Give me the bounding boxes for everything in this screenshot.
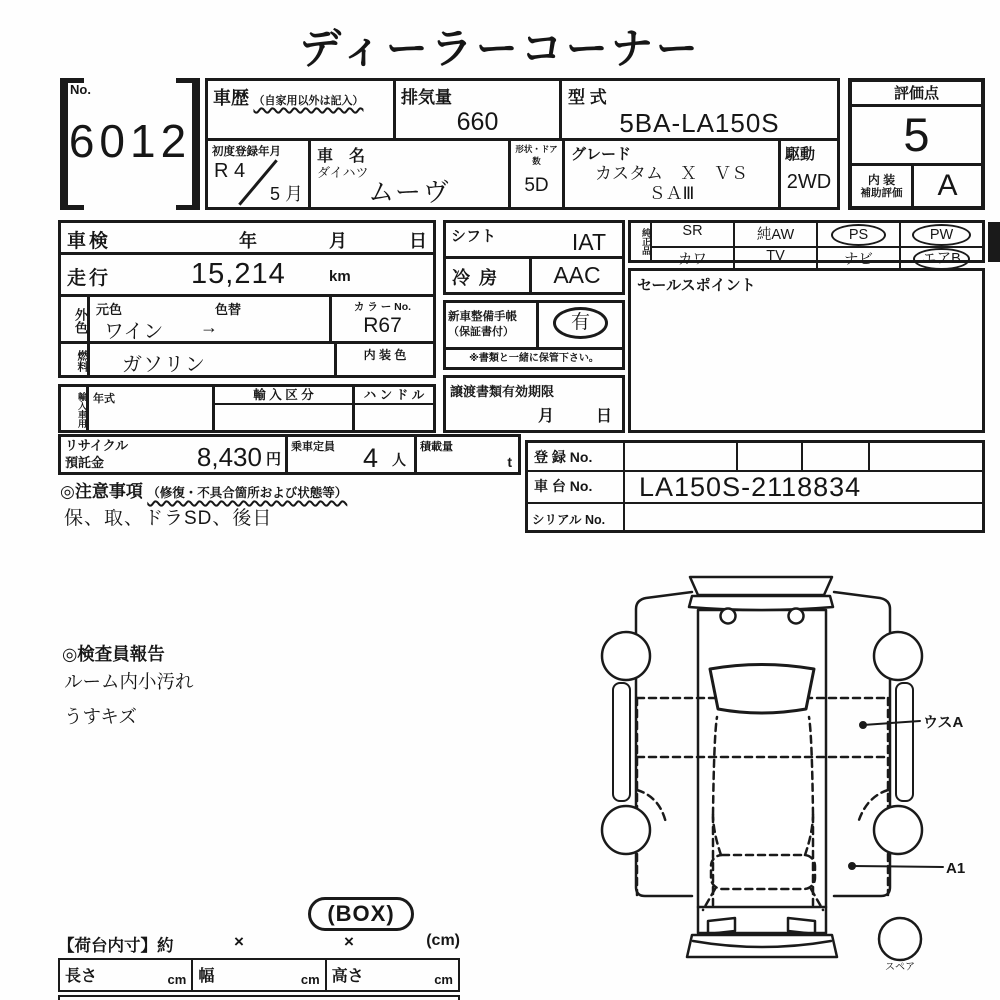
- drive-cell: [781, 141, 837, 208]
- inspector-report-label: ◎検査員報告: [62, 644, 165, 664]
- shaken-month: 月: [329, 231, 347, 251]
- shaken-day: 日: [409, 231, 427, 251]
- registration-row: [528, 443, 982, 472]
- spare-tire: [879, 918, 921, 960]
- first-registration-label: 初度登録年月: [212, 146, 281, 158]
- registration-value-cells: [625, 443, 982, 470]
- grade-cell: [565, 141, 781, 208]
- fuel-side-label: 燃料: [61, 344, 90, 375]
- bed-width-label: 幅: [198, 968, 215, 985]
- sales-point-label: セールスポイント: [637, 277, 756, 294]
- bed-height-label: 高さ: [331, 968, 364, 985]
- genuine-parts-table: [628, 220, 985, 269]
- transfer-day: 日: [595, 408, 612, 425]
- registration-cell-1: [625, 443, 738, 470]
- genuine-item-navi: [818, 248, 901, 270]
- recycle-unit: 円: [265, 451, 281, 468]
- grade-line2: ＳＡⅢ: [648, 183, 695, 203]
- import-class-cell: [215, 387, 355, 430]
- scan-edge-mark: [988, 222, 1000, 262]
- recycle-label2: 預託金: [65, 454, 105, 470]
- page-title: ディーラーコーナー: [299, 25, 701, 72]
- genuine-item-kawa-label: カワ: [678, 252, 707, 269]
- service-book-label2: （保証書付）: [448, 326, 514, 339]
- bed-length-cell: [60, 960, 193, 990]
- service-book-main: [446, 303, 622, 347]
- model-code-label: 型 式: [568, 88, 607, 107]
- history-label: 車歴: [213, 88, 249, 108]
- recycle-label1: リサイクル: [65, 438, 129, 453]
- genuine-item-airbag-label: エアB: [913, 248, 970, 270]
- color-change-arrow: →: [200, 317, 218, 337]
- import-year-label: 年式: [93, 393, 115, 405]
- recycle-row: [58, 434, 521, 475]
- bed-unit: (cm): [426, 932, 460, 949]
- exterior-color-value: ワイン: [104, 321, 164, 343]
- mileage-value: 15,214: [191, 258, 286, 290]
- interior-evaluation-row: [852, 163, 981, 206]
- capacity-cell: [288, 437, 417, 472]
- bed-length-label: 長さ: [65, 968, 98, 985]
- bed-notes-box-partial: [58, 995, 460, 1000]
- interior-evaluation-value: A: [937, 169, 958, 202]
- bed-height-unit: cm: [434, 972, 453, 987]
- genuine-item-pw: [901, 223, 982, 246]
- bed-x2: ×: [344, 932, 354, 951]
- rear-spoiler: [690, 577, 832, 595]
- service-book-box: [443, 300, 625, 370]
- evaluation-score: 5: [903, 108, 930, 161]
- lot-number-box: [60, 78, 200, 210]
- original-color-label: 元色: [96, 302, 123, 317]
- lot-number-label: No.: [70, 82, 91, 97]
- evaluation-label: 評価点: [852, 82, 981, 107]
- bed-dimensions-label: 【荷台内寸】約: [58, 937, 174, 955]
- genuine-parts-row2: [652, 248, 982, 270]
- service-book-label1: 新車整備手帳: [448, 311, 517, 324]
- gate-hinge-right: [789, 609, 804, 624]
- vehicle-header-row2: [208, 138, 837, 208]
- inspector-report-line2: うすキズ: [64, 706, 137, 727]
- left-details-table: [58, 220, 436, 378]
- fuel-value: ガソリン: [122, 354, 206, 376]
- car-name-cell: [311, 141, 511, 208]
- shaken-label: 車検: [67, 231, 112, 252]
- exterior-color-side-label: 外色: [61, 297, 90, 341]
- cautions-label: ◎注意事項: [60, 482, 143, 501]
- damage-label-a1: A1: [946, 860, 966, 877]
- bed-length-unit: cm: [167, 972, 187, 987]
- capacity-value: 4: [362, 443, 378, 473]
- mileage-row: [61, 255, 433, 297]
- genuine-item-ps-label: PS: [831, 224, 886, 246]
- left-side-panel: [636, 592, 692, 896]
- bed-width-cell: [193, 960, 326, 990]
- color-number-label: カ ラ ー No.: [353, 301, 412, 313]
- lot-number-value: 6012: [68, 115, 192, 167]
- bed-height-cell: [327, 960, 458, 990]
- transfer-docs-box: [443, 375, 625, 433]
- interior-evaluation-label: [852, 166, 914, 206]
- first-registration-month: 5 月: [269, 184, 303, 205]
- registration-cell-2: [738, 443, 803, 470]
- bed-dimensions-line: [58, 932, 460, 956]
- shaken-row: [61, 223, 433, 255]
- interior-label-line2: 補助評価: [860, 186, 903, 199]
- left-rocker: [613, 683, 630, 801]
- color-change-label: 色替: [215, 302, 242, 317]
- gate-hinge-left: [721, 609, 736, 624]
- load-unit: t: [507, 454, 512, 470]
- vehicle-header-row1: [208, 81, 837, 138]
- evaluation-box: [848, 78, 985, 210]
- history-cell: [208, 81, 396, 138]
- interior-color-label: 内 装 色: [363, 348, 407, 362]
- recycle-deposit-cell: [61, 437, 288, 472]
- serial-row: [528, 504, 982, 531]
- sales-point-box: [628, 268, 985, 433]
- cautions-text: 保、取、ドラSD、後日: [64, 508, 273, 529]
- shift-value: IAT: [571, 229, 606, 255]
- recycle-value: 8,430: [196, 442, 262, 472]
- car-name-label: 車 名: [317, 148, 366, 165]
- import-handle-label: ハ ン ド ル: [355, 387, 433, 405]
- service-book-value: 有: [553, 307, 608, 339]
- car-name-value: ムーヴ: [368, 177, 451, 207]
- shift-label: シフト: [451, 228, 497, 245]
- model-code-cell: [562, 81, 837, 138]
- car-damage-diagram: [580, 565, 1000, 977]
- load-cell: [417, 437, 518, 472]
- first-registration-era: R 4: [214, 160, 246, 182]
- load-label: 積載量: [420, 441, 453, 453]
- cautions-note: （修復・不具合箇所および状態等）: [147, 486, 348, 500]
- interior-color-cell: [334, 344, 433, 375]
- shape-doors-value: 5D: [524, 175, 549, 196]
- shaken-year: 年: [239, 231, 257, 251]
- inspector-report-line1: ルーム内小汚れ: [64, 671, 194, 692]
- chassis-row: [528, 472, 982, 504]
- fuel-row: [61, 344, 433, 375]
- capacity-unit: 人: [392, 452, 406, 468]
- model-code-value: 5BA-LA150S: [619, 108, 780, 138]
- service-book-label-cell: [446, 303, 539, 347]
- chassis-value: LA150S-2118834: [639, 471, 862, 502]
- transfer-month: 月: [538, 408, 555, 425]
- spare-tire-label: スペア: [885, 962, 915, 973]
- fuel-cell: [90, 344, 334, 375]
- rear-window: [710, 665, 814, 714]
- roof-edge-bar: [689, 596, 833, 610]
- cautions-heading: [60, 477, 347, 502]
- genuine-parts-side-label: 純正品: [631, 223, 652, 260]
- wheel-front-left: [602, 632, 650, 680]
- genuine-item-aw-label: 純AW: [756, 227, 795, 243]
- serial-label: シリアル No.: [528, 504, 625, 531]
- genuine-item-sr-label: SR: [682, 223, 703, 239]
- chassis-label: 車 台 No.: [528, 472, 625, 502]
- service-book-note: ※書類と一緒に保管下さい。: [446, 347, 622, 367]
- import-side-label: 輸入車用: [61, 387, 89, 430]
- vehicle-header-table: [205, 78, 840, 210]
- genuine-item-navi-label: ナビ: [844, 252, 873, 269]
- genuine-item-kawa: [652, 248, 735, 270]
- shift-row: [446, 223, 622, 259]
- bed-size-table: [58, 958, 460, 992]
- registration-cell-3: [803, 443, 870, 470]
- transfer-docs-label: 譲渡書類有効期限: [450, 384, 555, 399]
- genuine-parts-row1: [652, 223, 982, 248]
- shape-doors-label: 形状・ドア数: [515, 144, 558, 166]
- interior-label-line1: 内 装: [867, 172, 896, 187]
- capacity-label: 乗車定員: [291, 441, 335, 453]
- first-registration-cell: [208, 141, 311, 208]
- color-number-cell: [329, 297, 433, 341]
- genuine-item-tv: [735, 248, 818, 270]
- shape-doors-cell: [511, 141, 565, 208]
- wheel-front-right: [874, 632, 922, 680]
- box-badge: (BOX): [308, 897, 414, 931]
- bed-x1: ×: [234, 932, 244, 951]
- grade-line1: カスタム Ｘ ＶＳ: [595, 164, 748, 183]
- car-body-outline: [698, 610, 826, 933]
- genuine-item-pw-label: PW: [912, 224, 971, 246]
- registration-cell-4: [870, 443, 982, 470]
- genuine-item-sr: [652, 223, 735, 246]
- wheel-rear-right: [874, 806, 922, 854]
- displacement-cell: [396, 81, 562, 138]
- import-vehicle-table: [58, 384, 436, 433]
- grade-label: グレード: [571, 146, 632, 163]
- genuine-item-tv-label: TV: [766, 248, 785, 265]
- import-class-label: 輸 入 区 分: [215, 387, 352, 405]
- drive-label: 駆動: [785, 146, 816, 163]
- displacement-label: 排気量: [401, 88, 452, 107]
- exterior-color-cell: [90, 297, 329, 341]
- mileage-label: 走行: [67, 268, 112, 289]
- drive-value: 2WD: [786, 171, 832, 193]
- registration-table: [525, 440, 985, 533]
- displacement-value: 660: [456, 108, 499, 136]
- ac-row: [446, 259, 622, 292]
- service-book-value-cell: [539, 303, 622, 347]
- serial-value: [625, 504, 982, 531]
- wheel-rear-left: [602, 806, 650, 854]
- right-rocker: [896, 683, 913, 801]
- exterior-color-row: [61, 297, 433, 344]
- genuine-parts-grid: [652, 223, 982, 269]
- bed-width-unit: cm: [300, 972, 320, 987]
- ac-label: 冷 房: [446, 259, 532, 292]
- ac-value: AAC: [553, 262, 601, 288]
- import-handle-cell: [355, 387, 433, 430]
- shift-ac-table: [443, 220, 625, 295]
- car-maker: ダイハツ: [317, 165, 369, 180]
- registration-label: 登 録 No.: [528, 443, 625, 470]
- import-year-cell: [89, 387, 215, 430]
- genuine-item-aw: [735, 223, 818, 246]
- genuine-item-airbag: [901, 248, 982, 270]
- mileage-unit: km: [329, 268, 351, 285]
- history-note: （自家用以外は記入）: [253, 95, 364, 107]
- genuine-item-ps: [818, 223, 901, 246]
- color-number-value: R67: [363, 314, 402, 337]
- damage-label-usu-a: ウスA: [923, 714, 964, 731]
